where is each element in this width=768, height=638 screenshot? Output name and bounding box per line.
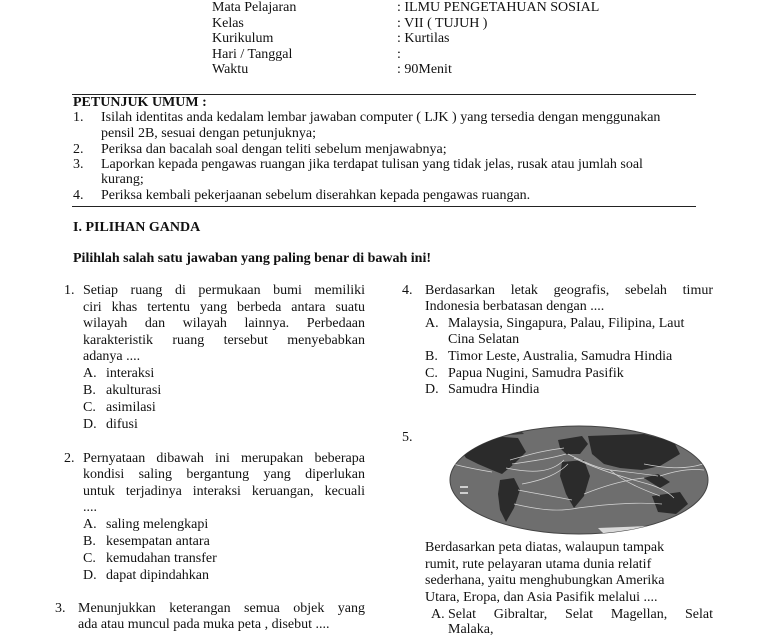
- question-line: Berdasarkan peta diatas, walaupun tampak: [425, 540, 665, 555]
- option-b[interactable]: Timor Leste, Australia, Samudra Hindia: [448, 349, 673, 364]
- instruction-text-cont: kurang;: [101, 172, 144, 187]
- world-shipping-routes-map: [448, 424, 710, 536]
- question-line: Setiap ruang di permukaan bumi memiliki: [83, 283, 365, 298]
- divider-bottom: [72, 206, 696, 207]
- option-d[interactable]: Samudra Hindia: [448, 382, 540, 397]
- instruction-num: 4.: [73, 188, 84, 203]
- option-b[interactable]: [83, 534, 363, 551]
- question-line: Utara, Eropa, dan Asia Pasifik melalui ....: [425, 590, 658, 605]
- option-letter: C.: [83, 400, 96, 415]
- option-c[interactable]: [83, 551, 363, 568]
- question-line: Pernyataan dibawah ini merupakan beberapa: [83, 451, 365, 466]
- header-label-subject: Mata Pelajaran: [212, 0, 297, 15]
- header-value-time: : 90Menit: [397, 62, 452, 77]
- option-letter: A.: [83, 517, 97, 532]
- question-line: Berdasarkan letak geografis, sebelah timur: [425, 283, 713, 298]
- option-a-cont[interactable]: Malaka,: [448, 622, 494, 637]
- option-a[interactable]: [83, 517, 363, 534]
- question-line: rumit, rute pelayaran utama dunia relatif: [425, 557, 652, 572]
- option-letter: B.: [425, 349, 438, 364]
- option-text: saling melengkapi: [106, 517, 209, 532]
- option-text: difusi: [106, 417, 138, 432]
- question-line: ada atau muncul pada muka peta , disebut ....: [78, 617, 330, 632]
- option-letter: B.: [83, 383, 96, 398]
- instruction-num: 1.: [73, 110, 84, 125]
- header-value-date: :: [397, 47, 401, 62]
- option-text: interaksi: [106, 366, 155, 381]
- options-list: [83, 366, 363, 434]
- option-text: akulturasi: [106, 383, 162, 398]
- option-text: asimilasi: [106, 400, 156, 415]
- option-letter: A.: [83, 366, 97, 381]
- option-a-cont[interactable]: Cina Selatan: [448, 332, 520, 347]
- options-list: [83, 517, 363, 585]
- option-d[interactable]: [83, 417, 363, 434]
- option-a[interactable]: Malaysia, Singapura, Palau, Filipina, Laut: [448, 316, 685, 331]
- option-b[interactable]: [83, 383, 363, 400]
- question-line: sederhana, yaitu menghubungkan Amerika: [425, 573, 665, 588]
- question-line: adanya ....: [83, 349, 141, 364]
- option-letter: D.: [83, 568, 97, 583]
- question-line: Menunjukkan keterangan semua objek yang: [78, 601, 365, 616]
- option-letter: B.: [83, 534, 96, 549]
- question-number: 3.: [55, 601, 66, 616]
- question-number: 4.: [402, 283, 413, 298]
- question-number: 2.: [64, 451, 75, 466]
- section-instruction: Pilihlah salah satu jawaban yang paling benar di bawah ini!: [73, 251, 432, 266]
- option-letter: C.: [425, 366, 438, 381]
- question-line: Indonesia berbatasan dengan ....: [425, 299, 605, 314]
- option-letter: C.: [83, 551, 96, 566]
- instructions-title: PETUNJUK UMUM :: [73, 95, 207, 110]
- header-label-curriculum: Kurikulum: [212, 31, 274, 46]
- option-a[interactable]: [83, 366, 363, 383]
- option-text: kemudahan transfer: [106, 551, 217, 566]
- question-number: 5.: [402, 430, 413, 445]
- option-text: kesempatan antara: [106, 534, 210, 549]
- option-a[interactable]: Selat Gibraltar, Selat Magellan, Selat: [448, 607, 713, 622]
- option-letter: D.: [83, 417, 97, 432]
- header-value-curriculum: : Kurtilas: [397, 31, 450, 46]
- question-line: karakteristik ruang tersebut menyebabkan: [83, 333, 365, 348]
- instruction-num: 3.: [73, 157, 84, 172]
- option-letter: A.: [431, 607, 445, 622]
- header-label-class: Kelas: [212, 16, 244, 31]
- question-line: ciri khas tertentu yang berbeda antara suatu: [83, 300, 365, 315]
- option-letter: D.: [425, 382, 439, 397]
- option-letter: A.: [425, 316, 439, 331]
- header-label-date: Hari / Tanggal: [212, 47, 293, 62]
- instruction-text: Laporkan kepada pengawas ruangan jika terdapat tulisan yang tidak jelas, rusak atau jumlah soal: [101, 157, 643, 172]
- header-label-time: Waktu: [212, 62, 249, 77]
- question-number: 1.: [64, 283, 75, 298]
- option-c[interactable]: [83, 400, 363, 417]
- header-value-subject: : ILMU PENGETAHUAN SOSIAL: [397, 0, 600, 15]
- header-value-class: : VII ( TUJUH ): [397, 16, 488, 31]
- instruction-text: Isilah identitas anda kedalam lembar jawaban computer ( LJK ) yang tersedia dengan menggunakan: [101, 110, 661, 125]
- option-text: dapat dipindahkan: [106, 568, 210, 583]
- instruction-text: Periksa dan bacalah soal dengan teliti sebelum menjawabnya;: [101, 142, 447, 157]
- question-line: ....: [83, 500, 97, 515]
- question-line: kondisi saling bergantung yang diperlukan: [83, 467, 365, 482]
- instruction-text-cont: pensil 2B, sesuai dengan petunjuknya;: [101, 126, 317, 141]
- question-line: untuk terjadinya interaksi keruangan, kecuali: [83, 484, 365, 499]
- instruction-num: 2.: [73, 142, 84, 157]
- instruction-text: Periksa kembali pekerjaanan sebelum diserahkan kepada pengawas ruangan.: [101, 188, 531, 203]
- section-title: I. PILIHAN GANDA: [73, 220, 201, 235]
- option-d[interactable]: [83, 568, 363, 585]
- option-c[interactable]: Papua Nugini, Samudra Pasifik: [448, 366, 624, 381]
- question-line: wilayah dan wilayah lainnya. Perbedaan: [83, 316, 365, 331]
